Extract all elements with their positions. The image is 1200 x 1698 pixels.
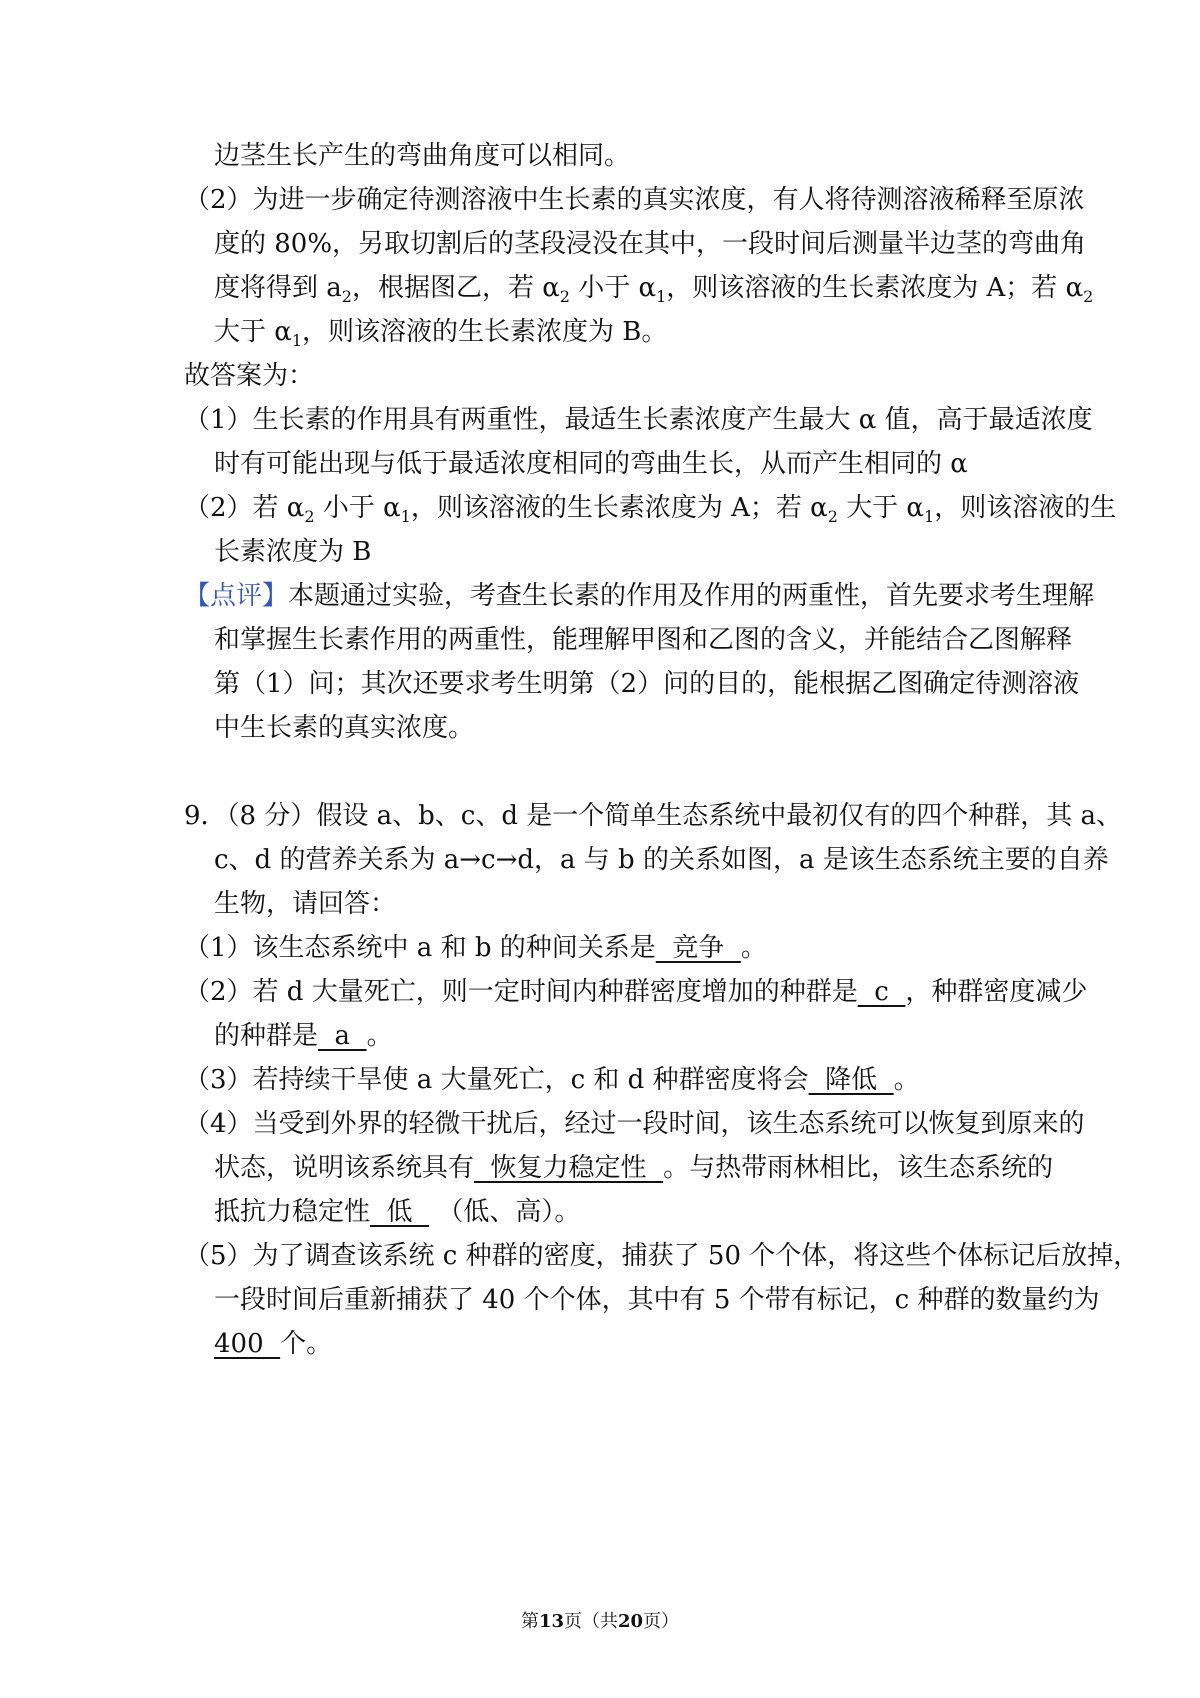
text-line: 边茎生长产生的弯曲角度可以相同。 — [214, 141, 631, 171]
text-line: 中生长素的真实浓度。 — [214, 713, 475, 743]
comment-line — [184, 578, 1094, 614]
answer-blank: 低 — [370, 1197, 430, 1227]
text: 。与热带雨林相比，该生态系统的 — [663, 1153, 1054, 1183]
text-line: 一段时间后重新捕获了 40 个个体，其中有 5 个带有标记，c 种群的数量约为 — [214, 1285, 1100, 1315]
answer-blank: c — [857, 977, 906, 1007]
sub-question-2 — [184, 974, 1087, 1010]
text-line: 第（1）问；其次还要求考生明第（2）问的目的，能根据乙图确定待测溶液 — [214, 669, 1080, 699]
text-line: 长素浓度为 B — [214, 537, 372, 567]
text-line — [214, 270, 1093, 315]
text: 小于 α — [569, 273, 657, 303]
subscript: 2 — [341, 287, 352, 306]
text: 本题通过实验，考查生长素的作用及作用的两重性，首先要求考生理解 — [288, 581, 1095, 611]
subscript: 1 — [291, 331, 303, 350]
text-line — [214, 1018, 393, 1054]
text: 小于 α — [314, 493, 401, 523]
text: 抵抗力稳定性 — [214, 1197, 371, 1227]
text-line: c、d 的营养关系为 a→c→d，a 与 b 的关系如图，a 是该生态系统主要的自养 — [214, 845, 1109, 875]
text-line: （2）为进一步确定待测溶液中生长素的真实浓度，有人将待测溶液稀释至原浓 — [184, 185, 1085, 215]
answer-blank: a — [318, 1021, 367, 1051]
text-line — [214, 1194, 580, 1230]
text: ，则该溶液的生长素浓度为 A；若 α — [666, 273, 1084, 303]
text-line: （1）生长素的作用具有两重性，最适生长素浓度产生最大 α 值，高于最适浓度 — [184, 405, 1093, 435]
text: ，则该溶液的生长素浓度为 A；若 α — [410, 493, 828, 523]
text: 页） — [643, 1611, 680, 1632]
text: （低、高）。 — [429, 1197, 581, 1227]
text: 页（共 — [564, 1611, 618, 1632]
subscript: 1 — [924, 507, 935, 526]
subscript: 1 — [656, 287, 667, 306]
sub-question-1 — [184, 930, 767, 966]
answer-title: 故答案为： — [184, 361, 315, 391]
answer-blank: 恢复力稳定性 — [474, 1153, 664, 1183]
page-footer — [0, 1610, 1200, 1634]
text: 大于 α — [837, 493, 924, 523]
text: （3）若持续干旱使 a 大量死亡，c 和 d 种群密度将会 — [184, 1065, 809, 1095]
page-number: 13 — [538, 1611, 564, 1632]
text-line: 度的 80%，另取切割后的茎段浸没在其中，一段时间后测量半边茎的弯曲角 — [214, 229, 1087, 259]
sub-question-5: （5）为了调查该系统 c 种群的密度，捕获了 50 个个体，将这些个体标记后放掉， — [184, 1241, 1140, 1271]
text: ，根据图乙，若 α — [351, 273, 560, 303]
text: 的种群是 — [214, 1021, 319, 1051]
text: 大于 α — [214, 317, 292, 347]
text: 状态，说明该系统具有 — [214, 1153, 475, 1183]
text-line — [214, 1326, 332, 1362]
text-line — [184, 490, 1116, 535]
text-line — [214, 1150, 1053, 1186]
comment-tag: 【点评】 — [184, 581, 289, 611]
text: （2）若 α — [184, 493, 305, 523]
page-total: 20 — [618, 1611, 644, 1632]
text: （1）该生态系统中 a 和 b 的种间关系是 — [184, 933, 656, 963]
subscript: 2 — [827, 507, 838, 526]
answer-blank: 400 — [214, 1329, 281, 1359]
subscript: 1 — [400, 507, 411, 526]
text: 个。 — [280, 1329, 333, 1359]
text: （2）若 d 大量死亡，则一定时间内种群密度增加的种群是 — [184, 977, 858, 1007]
text: 。 — [366, 1021, 393, 1051]
text: 第 — [520, 1611, 539, 1632]
text-line — [214, 314, 667, 359]
sub-question-4: （4）当受到外界的轻微干扰后，经过一段时间，该生态系统可以恢复到原来的 — [184, 1109, 1085, 1139]
subscript: 2 — [559, 287, 570, 306]
text: 度将得到 a — [214, 273, 342, 303]
sub-question-3 — [184, 1062, 920, 1098]
text-line: 生物，请回答： — [214, 889, 397, 919]
answer-blank: 竞争 — [655, 933, 741, 963]
text: ，则该溶液的生长素浓度为 B。 — [302, 317, 668, 347]
text: ，种群密度减少 — [905, 977, 1088, 1007]
text: ，则该溶液的生 — [934, 493, 1117, 523]
text: 。 — [740, 933, 767, 963]
subscript: 2 — [304, 507, 315, 526]
text-line: 和掌握生长素作用的两重性，能理解甲图和乙图的含义，并能结合乙图解释 — [214, 625, 1073, 655]
answer-blank: 降低 — [808, 1065, 894, 1095]
question-9-stem: 9．（8 分）假设 a、b、c、d 是一个简单生态系统中最初仅有的四个种群，其 a、 — [184, 801, 1122, 831]
subscript: 2 — [1083, 287, 1094, 306]
text: 。 — [893, 1065, 920, 1095]
text-line: 时有可能出现与低于最适浓度相同的弯曲生长，从而产生相同的 α — [214, 449, 968, 479]
